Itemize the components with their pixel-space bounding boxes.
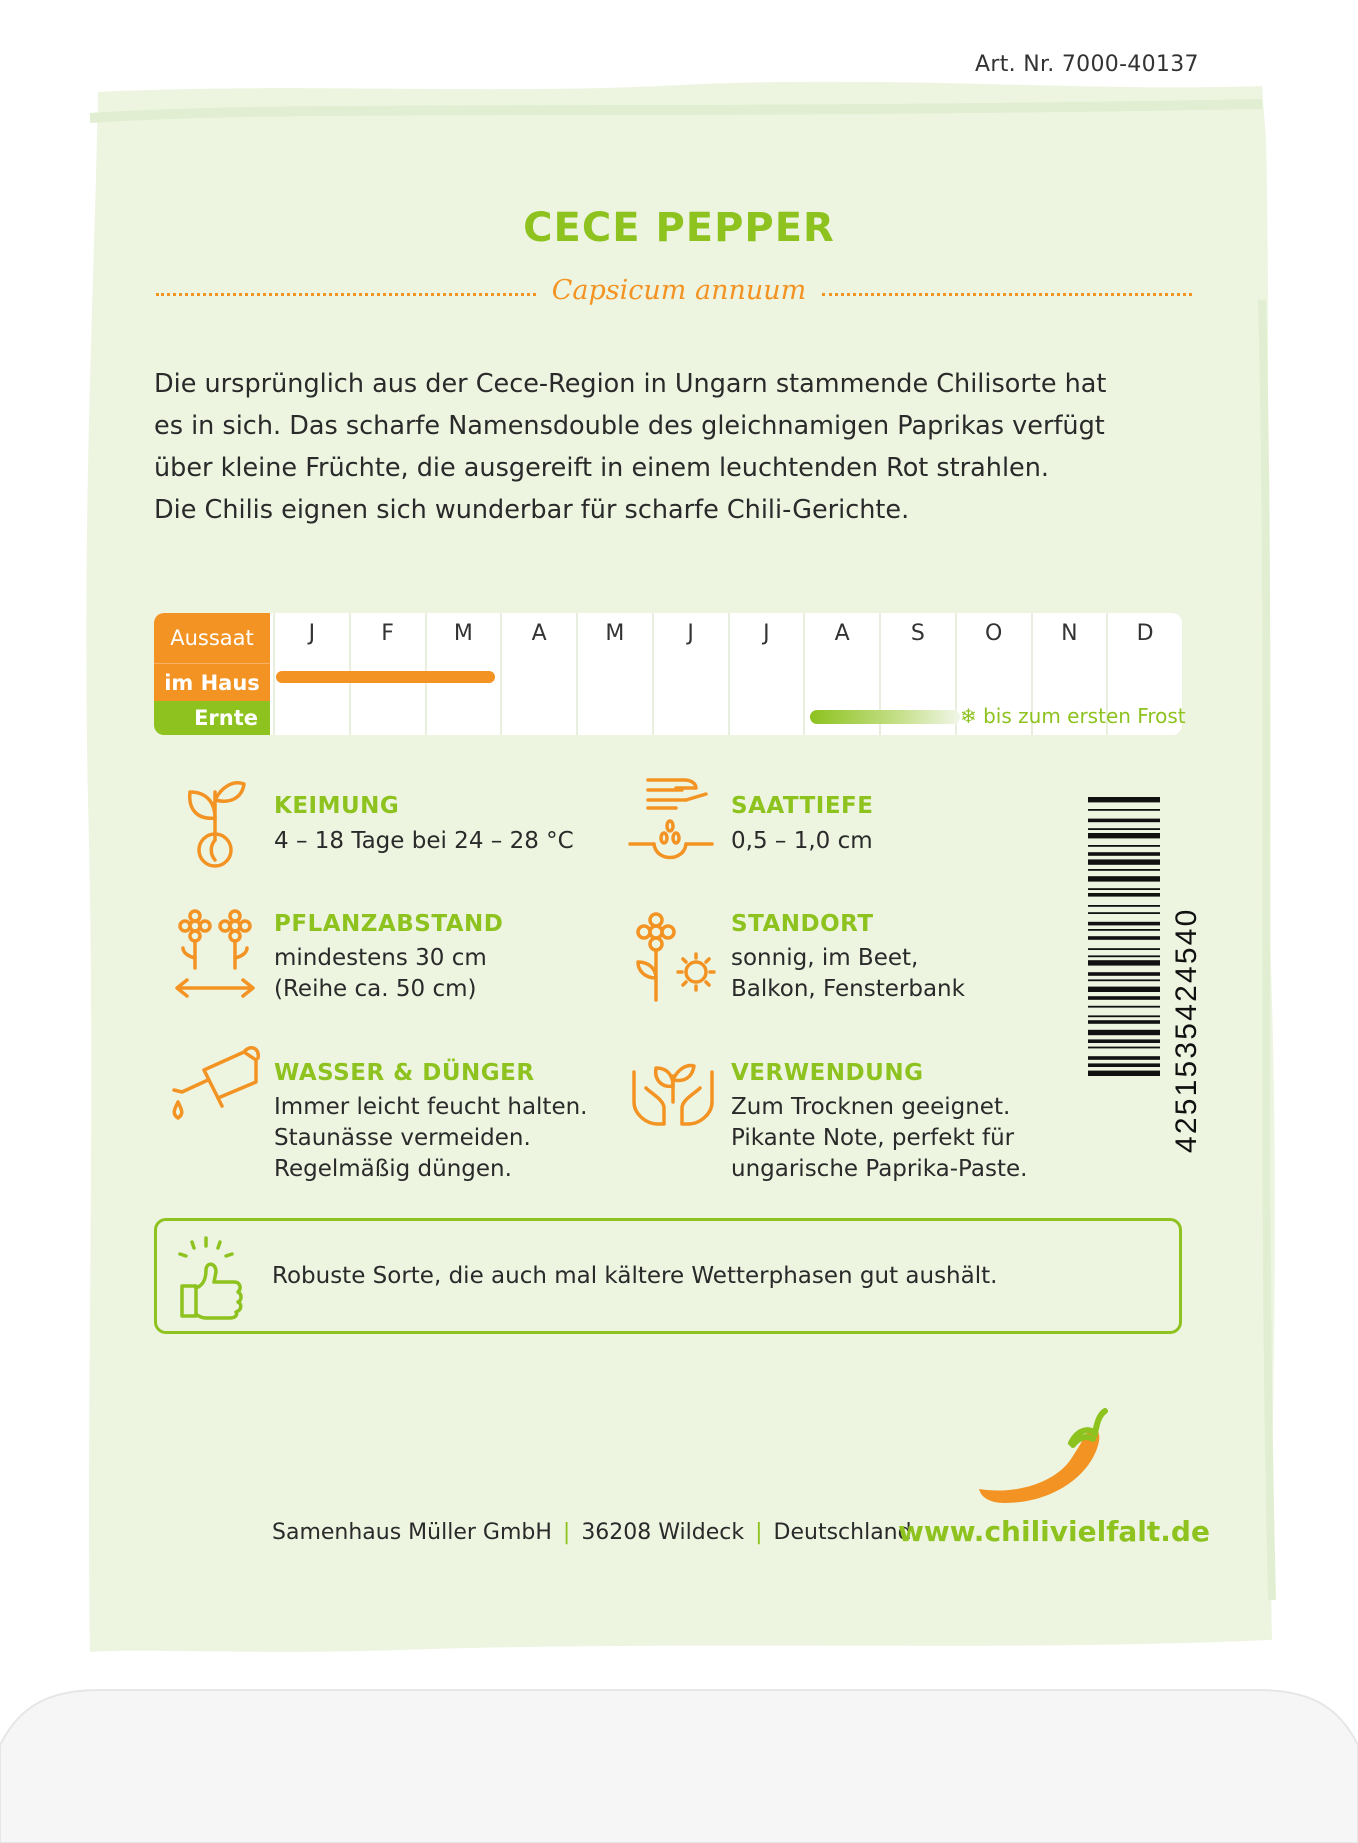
verwendung-line: ungarische Paprika-Paste. xyxy=(731,1156,1028,1182)
product-title: CECE PEPPER xyxy=(523,205,835,251)
month-column xyxy=(652,613,728,735)
month-label: J xyxy=(687,621,694,646)
month-column xyxy=(500,613,576,735)
description-line: Die ursprünglich aus der Cece-Region in Ungarn stammende Chilisorte hat xyxy=(154,369,1107,399)
website-link[interactable]: www.chilivielfalt.de xyxy=(898,1515,1210,1548)
standort-line: Balkon, Fensterbank xyxy=(731,976,965,1002)
keimung-text xyxy=(274,826,574,857)
month-label: M xyxy=(453,621,473,646)
barcode-bar xyxy=(1088,979,1160,981)
separator: | xyxy=(755,1520,763,1545)
company-city: 36208 Wildeck xyxy=(581,1520,745,1545)
barcode-bar xyxy=(1088,1006,1160,1008)
latin-name: Capsicum annuum xyxy=(551,275,807,306)
pflanzabstand-line: mindestens 30 cm xyxy=(274,945,487,971)
month-label: N xyxy=(1061,621,1078,646)
month-label: A xyxy=(531,621,547,646)
label-ernte: Ernte xyxy=(154,701,270,735)
pflanzabstand-line: (Reihe ca. 50 cm) xyxy=(274,976,477,1002)
label-aussaat: Aussaat xyxy=(154,613,270,663)
barcode-bar xyxy=(1088,852,1160,856)
month-label: A xyxy=(834,621,850,646)
flower-sun-icon xyxy=(630,908,720,1004)
verwendung-heading: VERWENDUNG xyxy=(731,1060,924,1086)
barcode-bar xyxy=(1088,936,1160,940)
watering-can-icon xyxy=(168,1040,264,1132)
company-country: Deutschland xyxy=(773,1520,912,1545)
barcode-bar xyxy=(1088,1056,1160,1060)
saattiefe-text xyxy=(731,826,873,857)
keimung-heading: KEIMUNG xyxy=(274,793,400,819)
month-label: D xyxy=(1136,621,1154,646)
barcode-bar xyxy=(1088,922,1160,926)
harvest-period-bar xyxy=(810,710,960,724)
calendar-row-labels xyxy=(154,613,270,735)
hand-seed-icon xyxy=(626,772,716,868)
month-column xyxy=(728,613,804,735)
barcode-bar xyxy=(1088,987,1160,992)
barcode-bar xyxy=(1088,893,1160,897)
barcode-bar xyxy=(1088,876,1160,881)
barcode-bar xyxy=(1088,912,1160,914)
keimung-line: 4 – 18 Tage bei 24 – 28 °C xyxy=(274,828,574,854)
barcode-bar xyxy=(1088,905,1160,907)
barcode-bar xyxy=(1088,845,1160,847)
barcode-bar xyxy=(1088,1047,1160,1049)
barcode-bar xyxy=(1088,960,1160,965)
month-column xyxy=(576,613,652,735)
standort-line: sonnig, im Beet, xyxy=(731,945,919,971)
wasser-text xyxy=(274,1092,588,1185)
barcode-bar xyxy=(1088,929,1160,931)
pflanzabstand-heading: PFLANZABSTAND xyxy=(274,911,504,937)
barcode-bar xyxy=(1088,859,1160,864)
wasser-line: Staunässe vermeiden. xyxy=(274,1125,531,1151)
barcode-bar xyxy=(1088,1039,1160,1043)
barcode-bar xyxy=(1088,972,1160,976)
pflanzabstand-text xyxy=(274,943,487,1005)
month-label: J xyxy=(308,621,316,646)
flowers-spacing-icon xyxy=(173,908,258,1002)
saattiefe-line: 0,5 – 1,0 cm xyxy=(731,828,873,854)
article-number: Art. Nr. 7000-40137 xyxy=(975,52,1199,77)
month-label: M xyxy=(605,621,625,646)
barcode-bar xyxy=(1088,1071,1160,1076)
separator: | xyxy=(562,1520,571,1545)
standort-heading: STANDORT xyxy=(731,911,874,937)
barcode-bar xyxy=(1088,828,1160,830)
month-label: F xyxy=(381,621,394,646)
barcode-bar xyxy=(1088,888,1160,890)
tip-text: Robuste Sorte, die auch mal kältere Wetterphasen gut aushält. xyxy=(272,1263,998,1289)
thumbs-up-icon xyxy=(172,1228,252,1324)
frost-note: ❄ bis zum ersten Frost xyxy=(960,704,1186,728)
wasser-heading: WASSER & DÜNGER xyxy=(274,1060,535,1086)
verwendung-text xyxy=(731,1092,1027,1185)
description-line: Die Chilis eignen sich wunderbar für scharfe Chili-Gerichte. xyxy=(154,495,910,525)
description xyxy=(154,363,1214,531)
saattiefe-heading: SAATTIEFE xyxy=(731,793,874,819)
barcode xyxy=(1088,793,1203,1153)
barcode-bar xyxy=(1088,797,1160,802)
barcode-bar xyxy=(1088,1020,1160,1024)
hands-plant-icon xyxy=(628,1052,718,1132)
company-name: Samenhaus Müller GmbH xyxy=(272,1520,552,1545)
barcode-bar xyxy=(1088,1063,1160,1067)
barcode-bar xyxy=(1088,955,1160,957)
barcode-bar xyxy=(1088,1030,1160,1035)
barcode-bar xyxy=(1088,996,1160,1000)
barcode-bar xyxy=(1088,833,1160,838)
wasser-line: Immer leicht feucht halten. xyxy=(274,1094,588,1120)
barcode-bar xyxy=(1088,809,1160,811)
wasser-line: Regelmäßig düngen. xyxy=(274,1156,512,1182)
description-line: über kleine Früchte, die ausgereift in einem leuchtenden Rot strahlen. xyxy=(154,453,1049,483)
company-address xyxy=(272,1520,912,1545)
sprout-icon xyxy=(180,770,250,870)
sowing-period-bar xyxy=(276,671,495,683)
barcode-bar xyxy=(1088,948,1160,950)
standort-text xyxy=(731,943,965,1005)
barcode-number: 4251535424540 xyxy=(1170,907,1203,1153)
verwendung-line: Pikante Note, perfekt für xyxy=(731,1125,1015,1151)
chili-icon xyxy=(975,1403,1115,1508)
label-im-haus: im Haus xyxy=(154,663,270,702)
barcode-bar xyxy=(1088,819,1160,823)
verwendung-line: Zum Trocknen geeignet. xyxy=(731,1094,1011,1120)
month-label: J xyxy=(763,621,770,646)
barcode-bar xyxy=(1088,869,1160,871)
barcode-bar xyxy=(1088,1015,1160,1017)
month-label: S xyxy=(910,621,925,646)
description-line: es in sich. Das scharfe Namensdouble des gleichnamigen Paprikas verfügt xyxy=(154,411,1105,441)
month-label: O xyxy=(984,621,1003,646)
